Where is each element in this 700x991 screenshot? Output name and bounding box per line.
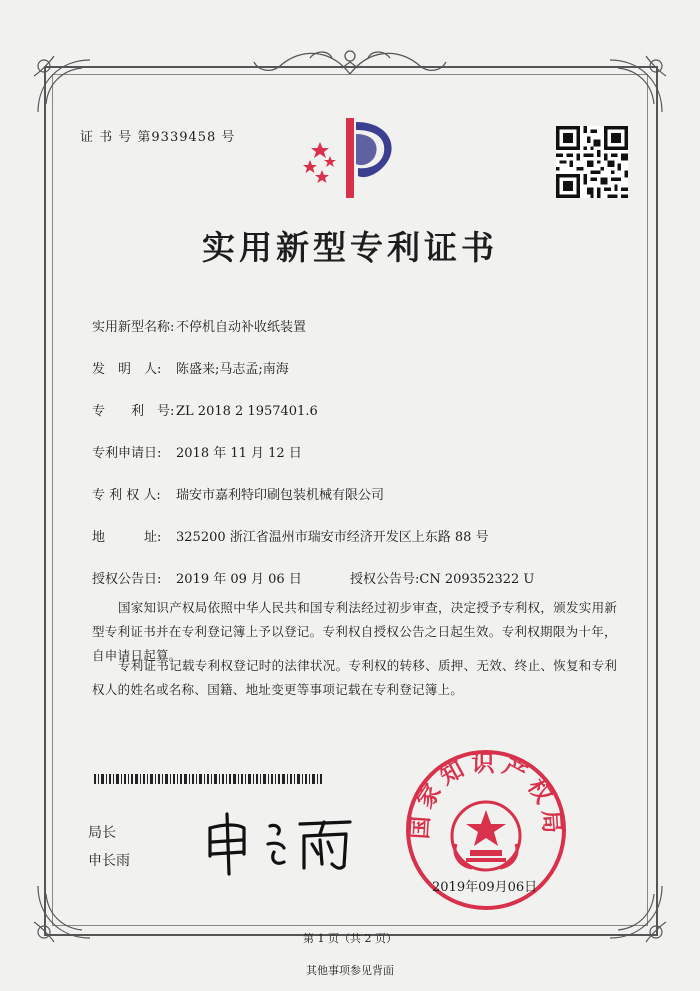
signatory-title: 局长 bbox=[88, 825, 116, 841]
page-number: 第 1 页（共 2 页） bbox=[303, 932, 397, 945]
handwritten-signature bbox=[200, 800, 360, 880]
barcode-icon bbox=[94, 774, 324, 784]
field-label: 专利申请日: bbox=[92, 446, 162, 461]
field-value: 不停机自动补收纸装置 bbox=[176, 320, 307, 335]
field-label: 实用新型名称: bbox=[92, 320, 175, 335]
national-emblem-icon bbox=[452, 802, 520, 870]
field-value: 325200 浙江省温州市瑞安市经济开发区上东路 88 号 bbox=[176, 530, 489, 545]
certificate-title: 实用新型专利证书 bbox=[202, 228, 498, 267]
svg-text:国家知识产权局: 国家知识产权局 bbox=[406, 749, 566, 840]
field-patentee bbox=[92, 484, 384, 503]
field-label: 发 明 人: bbox=[92, 362, 162, 377]
field-label: 专 利 号: bbox=[92, 404, 175, 419]
corner-ornament-top-left bbox=[30, 52, 100, 122]
field-utility-model-name bbox=[92, 316, 306, 335]
qr-code-icon bbox=[556, 126, 628, 198]
field-filing-date bbox=[92, 442, 302, 461]
field-grant-date bbox=[92, 568, 302, 587]
field-value: ZL 2018 2 1957401.6 bbox=[176, 404, 318, 419]
signatory-name: 申长雨 bbox=[88, 853, 130, 869]
field-label: 地 址: bbox=[92, 530, 162, 545]
top-ornament bbox=[250, 44, 450, 78]
body-paragraph: 专利证书记载专利权登记时的法律状况。专利权的转移、质押、无效、终止、恢复和专利权人的姓名或名称、国籍、地址变更等事项记载在专利登记簿上。 bbox=[92, 658, 618, 697]
field-label: 专 利 权 人: bbox=[92, 488, 161, 503]
body-paragraph: 国家知识产权局依照中华人民共和国专利法经过初步审查，决定授予专利权，颁发实用新型专利证书并在专利登记簿上予以登记。专利权自授权公告之日起生效。专利权期限为十年，自申请日起算。 bbox=[92, 600, 618, 663]
cnipa-logo-icon bbox=[300, 112, 410, 204]
seal-date: 2019年09月06日 bbox=[432, 880, 538, 895]
field-label: 授权公告号: bbox=[350, 572, 420, 587]
footer-note: 其他事项参见背面 bbox=[306, 964, 394, 977]
field-value: 陈盛来;马志孟;南海 bbox=[176, 362, 289, 377]
field-value: 2018 年 11 月 12 日 bbox=[176, 446, 302, 461]
field-patent-number bbox=[92, 400, 318, 419]
field-grant-number bbox=[350, 568, 534, 587]
field-address bbox=[92, 526, 489, 545]
certificate-number: 证 书 号 第9339458 号 bbox=[80, 130, 236, 145]
corner-ornament-top-right bbox=[600, 52, 670, 122]
field-value: CN 209352322 U bbox=[419, 572, 535, 587]
field-value: 瑞安市嘉利特印刷包装机械有限公司 bbox=[176, 488, 385, 503]
field-label: 授权公告日: bbox=[92, 572, 162, 587]
field-inventor bbox=[92, 358, 289, 377]
field-value: 2019 年 09 月 06 日 bbox=[176, 572, 302, 587]
